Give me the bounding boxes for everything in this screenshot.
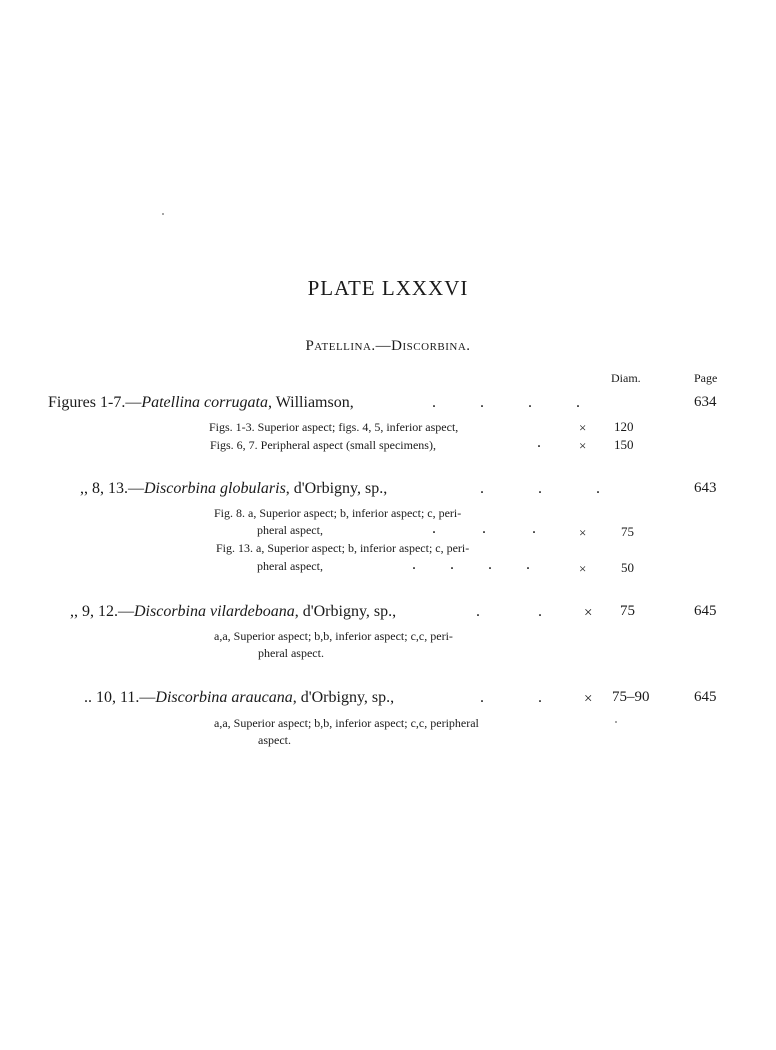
- entry-2-heading: [80, 480, 387, 498]
- entry-1-heading: [48, 394, 354, 412]
- entry-2-sub-2-leader-dots: . . . .: [412, 556, 530, 573]
- scan-speck: [615, 721, 617, 723]
- entry-1-sub-2-leader-dots: .: [537, 434, 541, 451]
- plate-title: PLATE LXXXVI: [307, 276, 469, 300]
- entry-2-sub-1: Fig. 8. a, Superior aspect; b, inferior aspect; c, peri-: [214, 506, 462, 520]
- times-sign: ×: [579, 561, 587, 576]
- entry-4-heading: [84, 689, 394, 707]
- entry-genus: Patellina corrugata: [141, 394, 268, 411]
- entry-2-sub-2-diam: 50: [621, 560, 634, 575]
- entry-prefix: Figures 1-7.—: [48, 394, 142, 411]
- entry-genus: Discorbina araucana: [155, 689, 293, 706]
- entry-authority: , d'Orbigny, sp.,: [294, 603, 397, 620]
- entry-4-diam: 75–90: [612, 689, 650, 705]
- entry-4-sub-1-cont: aspect.: [258, 733, 291, 747]
- entry-3-page: 645: [694, 603, 717, 619]
- entry-genus: Discorbina globularis: [144, 480, 286, 497]
- times-sign: ×: [584, 691, 593, 707]
- entry-1-sub-1-diam: 120: [614, 419, 634, 434]
- diam-column-header: Diam.: [611, 371, 641, 385]
- times-sign: ×: [584, 605, 593, 621]
- entry-3-heading: [70, 603, 396, 621]
- entry-3-sub-1: a,a, Superior aspect; b,b, inferior aspect; c,c, peri-: [214, 629, 453, 643]
- plate-subtitle: Patellina.—Discorbina.: [305, 338, 471, 354]
- entry-2-leader-dots: . . .: [480, 480, 600, 497]
- entry-2-sub-2-cont: pheral aspect,: [257, 559, 323, 573]
- entry-prefix: ,, 8, 13.—: [80, 480, 144, 497]
- entry-3-leader-dots: . .: [476, 603, 542, 620]
- entry-prefix: ,, 9, 12.—: [70, 603, 134, 620]
- scan-speck: [162, 213, 164, 215]
- entry-1-page: 634: [694, 394, 717, 410]
- entry-2-sub-1-diam: 75: [621, 524, 634, 539]
- entry-4-page: 645: [694, 689, 717, 705]
- times-sign: ×: [579, 525, 587, 540]
- entry-authority: , d'Orbigny, sp.,: [285, 480, 388, 497]
- entry-4-leader-dots: . .: [480, 689, 542, 706]
- entry-genus: Discorbina vilardeboana: [134, 603, 295, 620]
- entry-2-sub-1-cont: pheral aspect,: [257, 523, 323, 537]
- entry-2-page: 643: [694, 480, 717, 496]
- entry-2-sub-2: Fig. 13. a, Superior aspect; b, inferior aspect; c, peri-: [216, 541, 470, 555]
- entry-1-sub-2: Figs. 6, 7. Peripheral aspect (small specimens),: [210, 438, 436, 452]
- entry-authority: , Williamson,: [267, 394, 354, 411]
- entry-3-sub-1-cont: pheral aspect.: [258, 646, 324, 660]
- page-column-header: Page: [694, 371, 718, 385]
- entry-2-sub-1-leader-dots: . . .: [432, 520, 536, 537]
- entry-4-sub-1: a,a, Superior aspect; b,b, inferior aspect; c,c, peripheral: [214, 716, 479, 730]
- entry-1-sub-1: Figs. 1-3. Superior aspect; figs. 4, 5, inferior aspect,: [209, 420, 459, 434]
- entry-1-leader-dots: . . . .: [432, 394, 580, 411]
- entry-prefix: .. 10, 11.—: [84, 689, 156, 706]
- times-sign: ×: [579, 438, 587, 453]
- times-sign: ×: [579, 420, 587, 435]
- entry-3-diam: 75: [620, 603, 635, 619]
- entry-1-sub-2-diam: 150: [614, 437, 634, 452]
- entry-authority: , d'Orbigny, sp.,: [292, 689, 395, 706]
